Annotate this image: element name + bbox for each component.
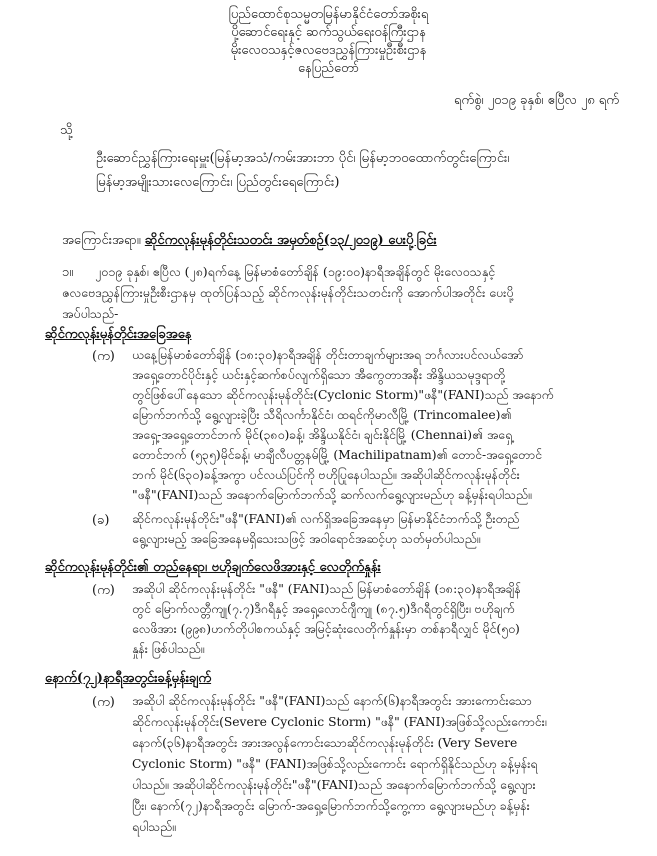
item-number: (က)	[92, 349, 115, 364]
body-line: နောက်(၃၆)နာရီအတွင်း အားအလွန်ကောင်းသောဆိုင်ကလုန်းမုန်တိုင်း (Very Severe	[132, 736, 518, 750]
body-line: နှုန်း ဖြစ်ပါသည်။	[132, 642, 205, 656]
body-line: လေဖိအား (၉၉၈)ဟက်တိုပါစကယ်နှင့် အမြင့်ဆုံးလေတိုက်နှုန်းမှာ တစ်နာရီလျှင် မိုင်(၅၀)	[132, 622, 520, 636]
letter-date: ရက်စွဲ၊ ၂၀၁၉ ခုနှစ်၊ ဧပြီလ ၂၈ ရက်	[453, 93, 619, 108]
body-line: အရှေ့တောင်ပိုင်းနှင့် ယင်းနှင့်ဆက်စပ်လျက်ရှိသော အီကွေတာအနီး အိန္ဒိယသမုဒ္ဒရာတို့	[132, 368, 506, 382]
body-line: ယနေ့မြန်မာစံတော်ချိန် (၁၈:၃၀)နာရီအချိန် တိုင်းတာချက်များအရ ဘင်္ဂလားပင်လယ်အော်	[132, 348, 524, 362]
body-line: အဆိုပါ ဆိုင်ကလုန်းမုန်တိုင်း "ဖနီ" (FANI)သည် မြန်မာစံတော်ချိန် (၁၈:၃၀)နာရီအချိန်	[132, 582, 521, 596]
subject-text: ဆိုင်ကလုန်းမုန်တိုင်းသတင်း အမှတ်စဉ်(၁၃/၂၀၁၉) ပေးပို့ခြင်း	[144, 233, 437, 248]
body-line: ရွေ့လျားမည့် အခြေအနေမရှိသေးသဖြင့် အဝါရောင်အဆင့်ဟု သတ်မှတ်ပါသည်။	[132, 532, 481, 546]
intro-line-3: အပ်ပါသည်-	[62, 306, 119, 321]
intro-number: ၁။	[62, 265, 74, 280]
body-line: Cyclonic Storm) "ဖနီ" (FANI)အဖြစ်သို့လည်းကောင်း ရောက်ရှိနိုင်သည်ဟု ခန့်မှန်းရ	[132, 757, 538, 771]
body-line: တွင်ဖြစ်ပေါ်နေသော ဆိုင်ကလုန်းမုန်တိုင်း(Cyclonic Storm)"ဖနီ"(FANI)သည် အနောက်	[132, 388, 554, 402]
body-line: "ဖနီ"(FANI)သည် အနောက်မြောက်ဘက်သို့ ဆက်လက်ရွေ့လျားမည်ဟု ခန့်မှန်းရပါသည်။	[132, 488, 532, 502]
body-line: ဆိုင်ကလုန်းမုန်တိုင်း"ဖနီ"(FANI)၏ လက်ရှိအခြေအနေမှာ မြန်မာနိုင်ငံဘက်သို့ ဦးတည်	[132, 512, 520, 526]
body-line: တောင်ဘက် (၅၃၅)မိုင်ခန့်၊ မာချီလီပတ္တနမ်မြို့ (Machilipatnam)၏ တောင်-အရှေ့တောင်	[132, 448, 542, 462]
subject-line	[62, 232, 437, 251]
letterhead	[0, 6, 657, 78]
item-number: (ခ)	[92, 513, 110, 528]
body-line: ပါသည်။ အဆိုပါဆိုင်ကလုန်းမုန်တိုင်း"ဖနီ"(FANI)သည် အနောက်မြောက်ဘက်သို့ ရွေ့လျား	[132, 778, 536, 792]
item-number: (က)	[92, 695, 115, 710]
section-heading-location: ဆိုင်ကလုန်းမုန်တိုင်း၏ တည်နေရာ၊ ဗဟိုချက်လေဖိအားနှင့် လေတိုက်နှုန်း	[45, 560, 381, 575]
body-line: အဆိုပါ ဆိုင်ကလုန်းမုန်တိုင်း "ဖနီ"(FANI)သည် နောက်(၆)နာရီအတွင်း အားကောင်းသော	[132, 694, 532, 708]
addressee-line-2: မြန်မာ့အမျိုးသားလေကြောင်း၊ ပြည်တွင်းရေကြောင်း)	[96, 175, 340, 190]
item-number: (က)	[92, 583, 115, 598]
body-line: ဆိုင်ကလုန်းမုန်တိုင်း(Severe Cyclonic Storm) "ဖနီ" (FANI)အဖြစ်သို့လည်းကောင်း၊	[132, 715, 547, 729]
body-line: ပြီး၊ နောက်(၇၂)နာရီအတွင်း မြောက်-အရှေ့မြောက်ဘက်သို့ကွေ့ကာ ရွေ့လျားမည်ဟု ခန့်မှန်း	[132, 799, 530, 813]
body-line: တွင် မြောက်လတ္တီကျု(၇.၇)ဒီဂရီနှင့် အရှေ့လောင်ဂျီကျု (၈၇.၅)ဒီဂရီတွင်ရှိပြီး၊ ဗဟိုချက်	[132, 602, 515, 616]
letterhead-line-1: ပြည်ထောင်စုသမ္မတမြန်မာနိုင်ငံတော်အစိုးရ	[228, 7, 429, 22]
letterhead-line-4: နေပြည်တော်	[297, 61, 359, 76]
section-heading-forecast: နောက်(၇၂)နာရီအတွင်းခန့်မှန်းချက်	[45, 671, 212, 686]
letterhead-line-3: မိုးလေဝသနှင့်ဇလဗေဒညွှန်ကြားမှုဦးစီးဌာန	[230, 43, 427, 58]
body-line: မြောက်ဘက်သို့ ရွေ့လျားခဲ့ပြီး သီရိလင်္ကာနိုင်ငံ၊ ထရင်ကိုမာလီမြို့ (Trincomalee)၏	[132, 408, 512, 422]
intro-line-1: ၂၀၁၉ ခုနှစ်၊ ဧပြီလ (၂၈)ရက်နေ့ မြန်မာစံတော်ချိန် (၁၉:၀၀)နာရီအချိန်တွင် မိုးလေဝသနှင့်	[95, 264, 496, 279]
letterhead-line-2: ပို့ဆောင်ရေးနှင့် ဆက်သွယ်ရေးဝန်ကြီးဌာန	[231, 25, 426, 40]
body-line: အရှေ့-အရှေ့တောင်ဘက် မိုင်(၃၈၀)ခန့်၊ အိန္ဒိယနိုင်ငံ၊ ချင်းနိုင်မြို့ (Chennai)၏ အရှေ့	[132, 428, 513, 442]
section-heading-status: ဆိုင်ကလုန်းမုန်တိုင်းအခြေအနေ	[45, 327, 192, 342]
subject-prefix: အကြောင်းအရာ။	[62, 233, 141, 248]
intro-line-2: ဇလဗေဒညွှန်ကြားမှုဦးစီးဌာနမှ ထုတ်ပြန်သည့် ဆိုင်ကလုန်းမုန်တိုင်းသတင်းကို အောက်ပါအတိုင်း ပေးပို့	[62, 285, 514, 300]
body-line: ဘက် မိုင်(၆၃၀)ခန့်အကွာ ပင်လယ်ပြင်ကို ဗဟိုပြုနေပါသည်။ အဆိုပါဆိုင်ကလုန်းမုန်တိုင်း	[132, 468, 520, 482]
recipient-label: သို့	[60, 123, 73, 138]
addressee-line-1: ဦးဆောင်ညွှန်ကြားရေးမှူး(မြန်မာ့အသံ/ကမ်းအားဘာ ပိုင်၊ မြန်မာ့ဘဝထောက်တွင်းကြောင်း၊	[96, 151, 510, 166]
body-line: ရပါသည်။	[132, 820, 176, 834]
